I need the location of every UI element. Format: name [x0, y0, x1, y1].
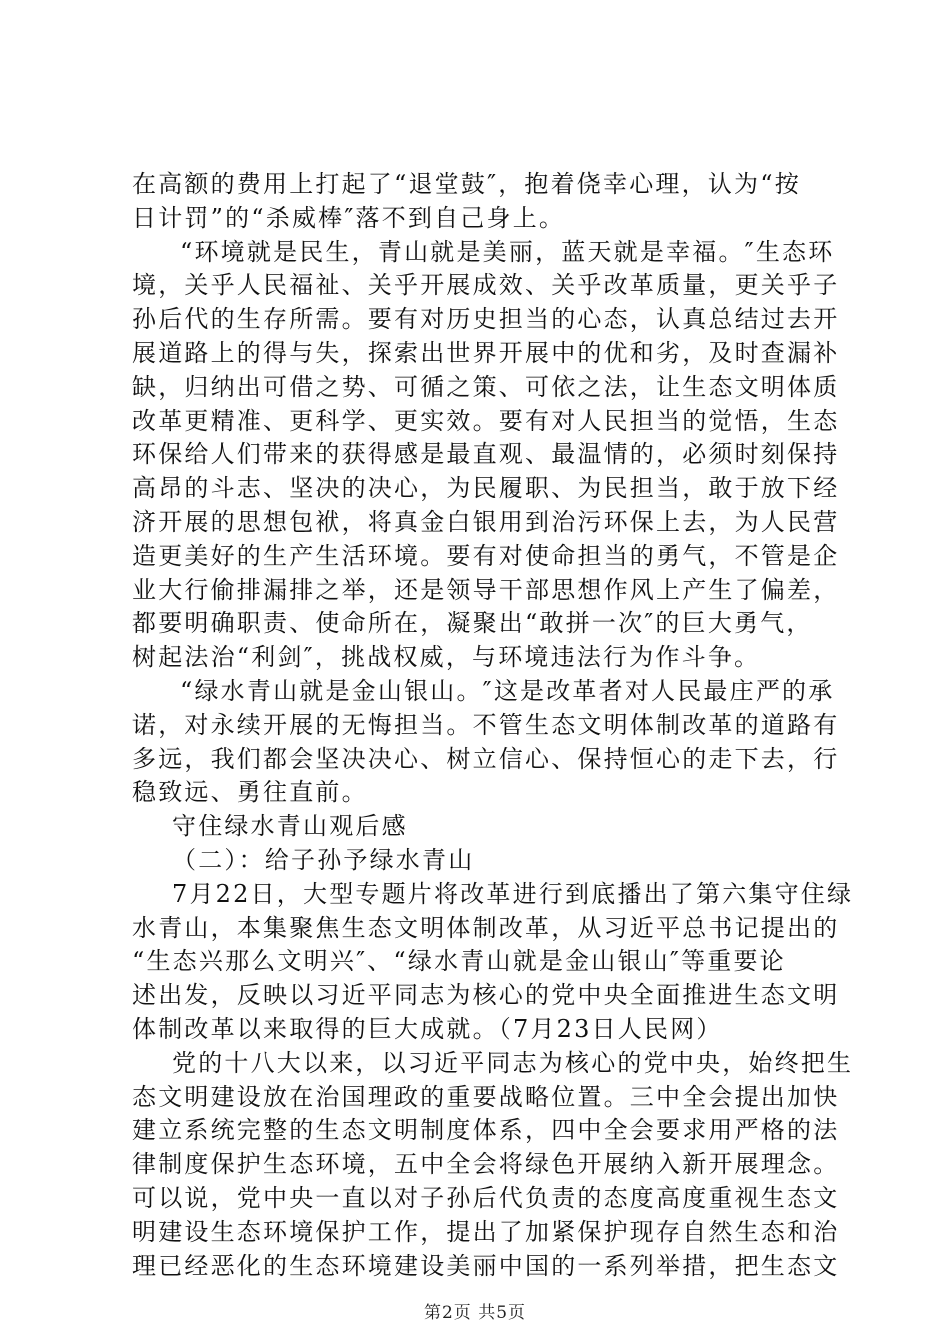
text-line: 环保给人们带来的获得感是最直观、最温情的，必须时刻保持	[132, 440, 840, 469]
text-line: 业大行偷排漏排之举，还是领导干部思想作风上产生了偏差，	[132, 575, 840, 604]
document-body	[132, 168, 854, 1283]
text-line: 日计罚”的“杀威棒″落不到自己身上。	[132, 203, 566, 232]
text-line: 在高额的费用上打起了“退堂鼓″，抱着侥幸心理，认为“按	[132, 170, 801, 198]
text-line: 体制改革以来取得的巨大成就。（7月23日人民网）	[132, 1014, 723, 1043]
text-line: 改革更精准、更科学、更实效。要有对人民担当的觉悟，生态	[132, 406, 840, 435]
text-line: 境，关乎人民福祉、关乎开展成效、关乎改革质量，更关乎子	[132, 271, 840, 300]
paragraph-start-line: 党的十八大以来，以习近平同志为核心的党中央，始终把生	[172, 1048, 854, 1077]
text-line: 造更美好的生产生活环境。要有对使命担当的勇气，不管是企	[132, 541, 840, 570]
paragraph-start-line: “绿水青山就是金山银山。″这是改革者对人民最庄严的承	[180, 676, 835, 705]
text-line: 展道路上的得与失，探索出世界开展中的优和劣，及时查漏补	[132, 338, 840, 367]
text-line: 稳致远、勇往直前。	[132, 778, 368, 807]
text-line: 态文明建设放在治国理政的重要战略位置。三中全会提出加快	[132, 1082, 840, 1111]
text-line: 建立系统完整的生态文明制度体系，四中全会要求用严格的法	[132, 1116, 840, 1145]
text-line: 都要明确职责、使命所在，凝聚出“敢拼一次″的巨大勇气，	[132, 609, 813, 638]
text-line: 明建设生态环境保护工作，提出了加紧保护现存自然生态和治	[132, 1217, 840, 1246]
text-line: 可以说，党中央一直以对子孙后代负责的态度高度重视生态文	[132, 1183, 840, 1212]
page-number-footer: 第2页 共5页	[423, 1303, 527, 1323]
text-line: 述出发，反映以习近平同志为核心的党中央全面推进生态文明	[132, 981, 840, 1010]
text-line: 诺，对永续开展的无悔担当。不管生态文明体制改革的道路有	[132, 710, 840, 739]
paragraph-start-line: “环境就是民生，青山就是美丽，蓝天就是幸福。″生态环	[180, 237, 835, 266]
text-line: “生态兴那么文明兴″、“绿水青山就是金山银山″等重要论	[132, 947, 786, 976]
text-line: 高昂的斗志、坚决的决心，为民履职、为民担当，敢于放下经	[132, 474, 840, 503]
section-subtitle: （二）：给子孙予绿水青山	[172, 845, 475, 874]
text-line: 理已经恶化的生态环境建设美丽中国的一系列举措，把生态文	[132, 1251, 840, 1280]
text-line: 律制度保护生态环境，五中全会将绿色开展纳入新开展理念。	[132, 1150, 840, 1179]
text-line: 济开展的思想包袱，将真金白银用到治污环保上去，为人民营	[132, 507, 840, 536]
paragraph-start-line: 7月22日，大型专题片将改革进行到底播出了第六集守住绿	[172, 879, 854, 908]
text-line: 孙后代的生存所需。要有对历史担当的心态，认真总结过去开	[132, 305, 840, 334]
text-line: 多远，我们都会坚决决心、树立信心、保持恒心的走下去，行	[132, 744, 840, 773]
text-line: 水青山，本集聚焦生态文明体制改革，从习近平总书记提出的	[132, 913, 840, 942]
text-line: 树起法治“利剑″，挑战权威，与环境违法行为作斗争。	[132, 643, 761, 672]
section-title: 守住绿水青山观后感	[172, 812, 408, 841]
text-line: 缺，归纳出可借之势、可循之策、可依之法，让生态文明体质	[132, 372, 840, 401]
